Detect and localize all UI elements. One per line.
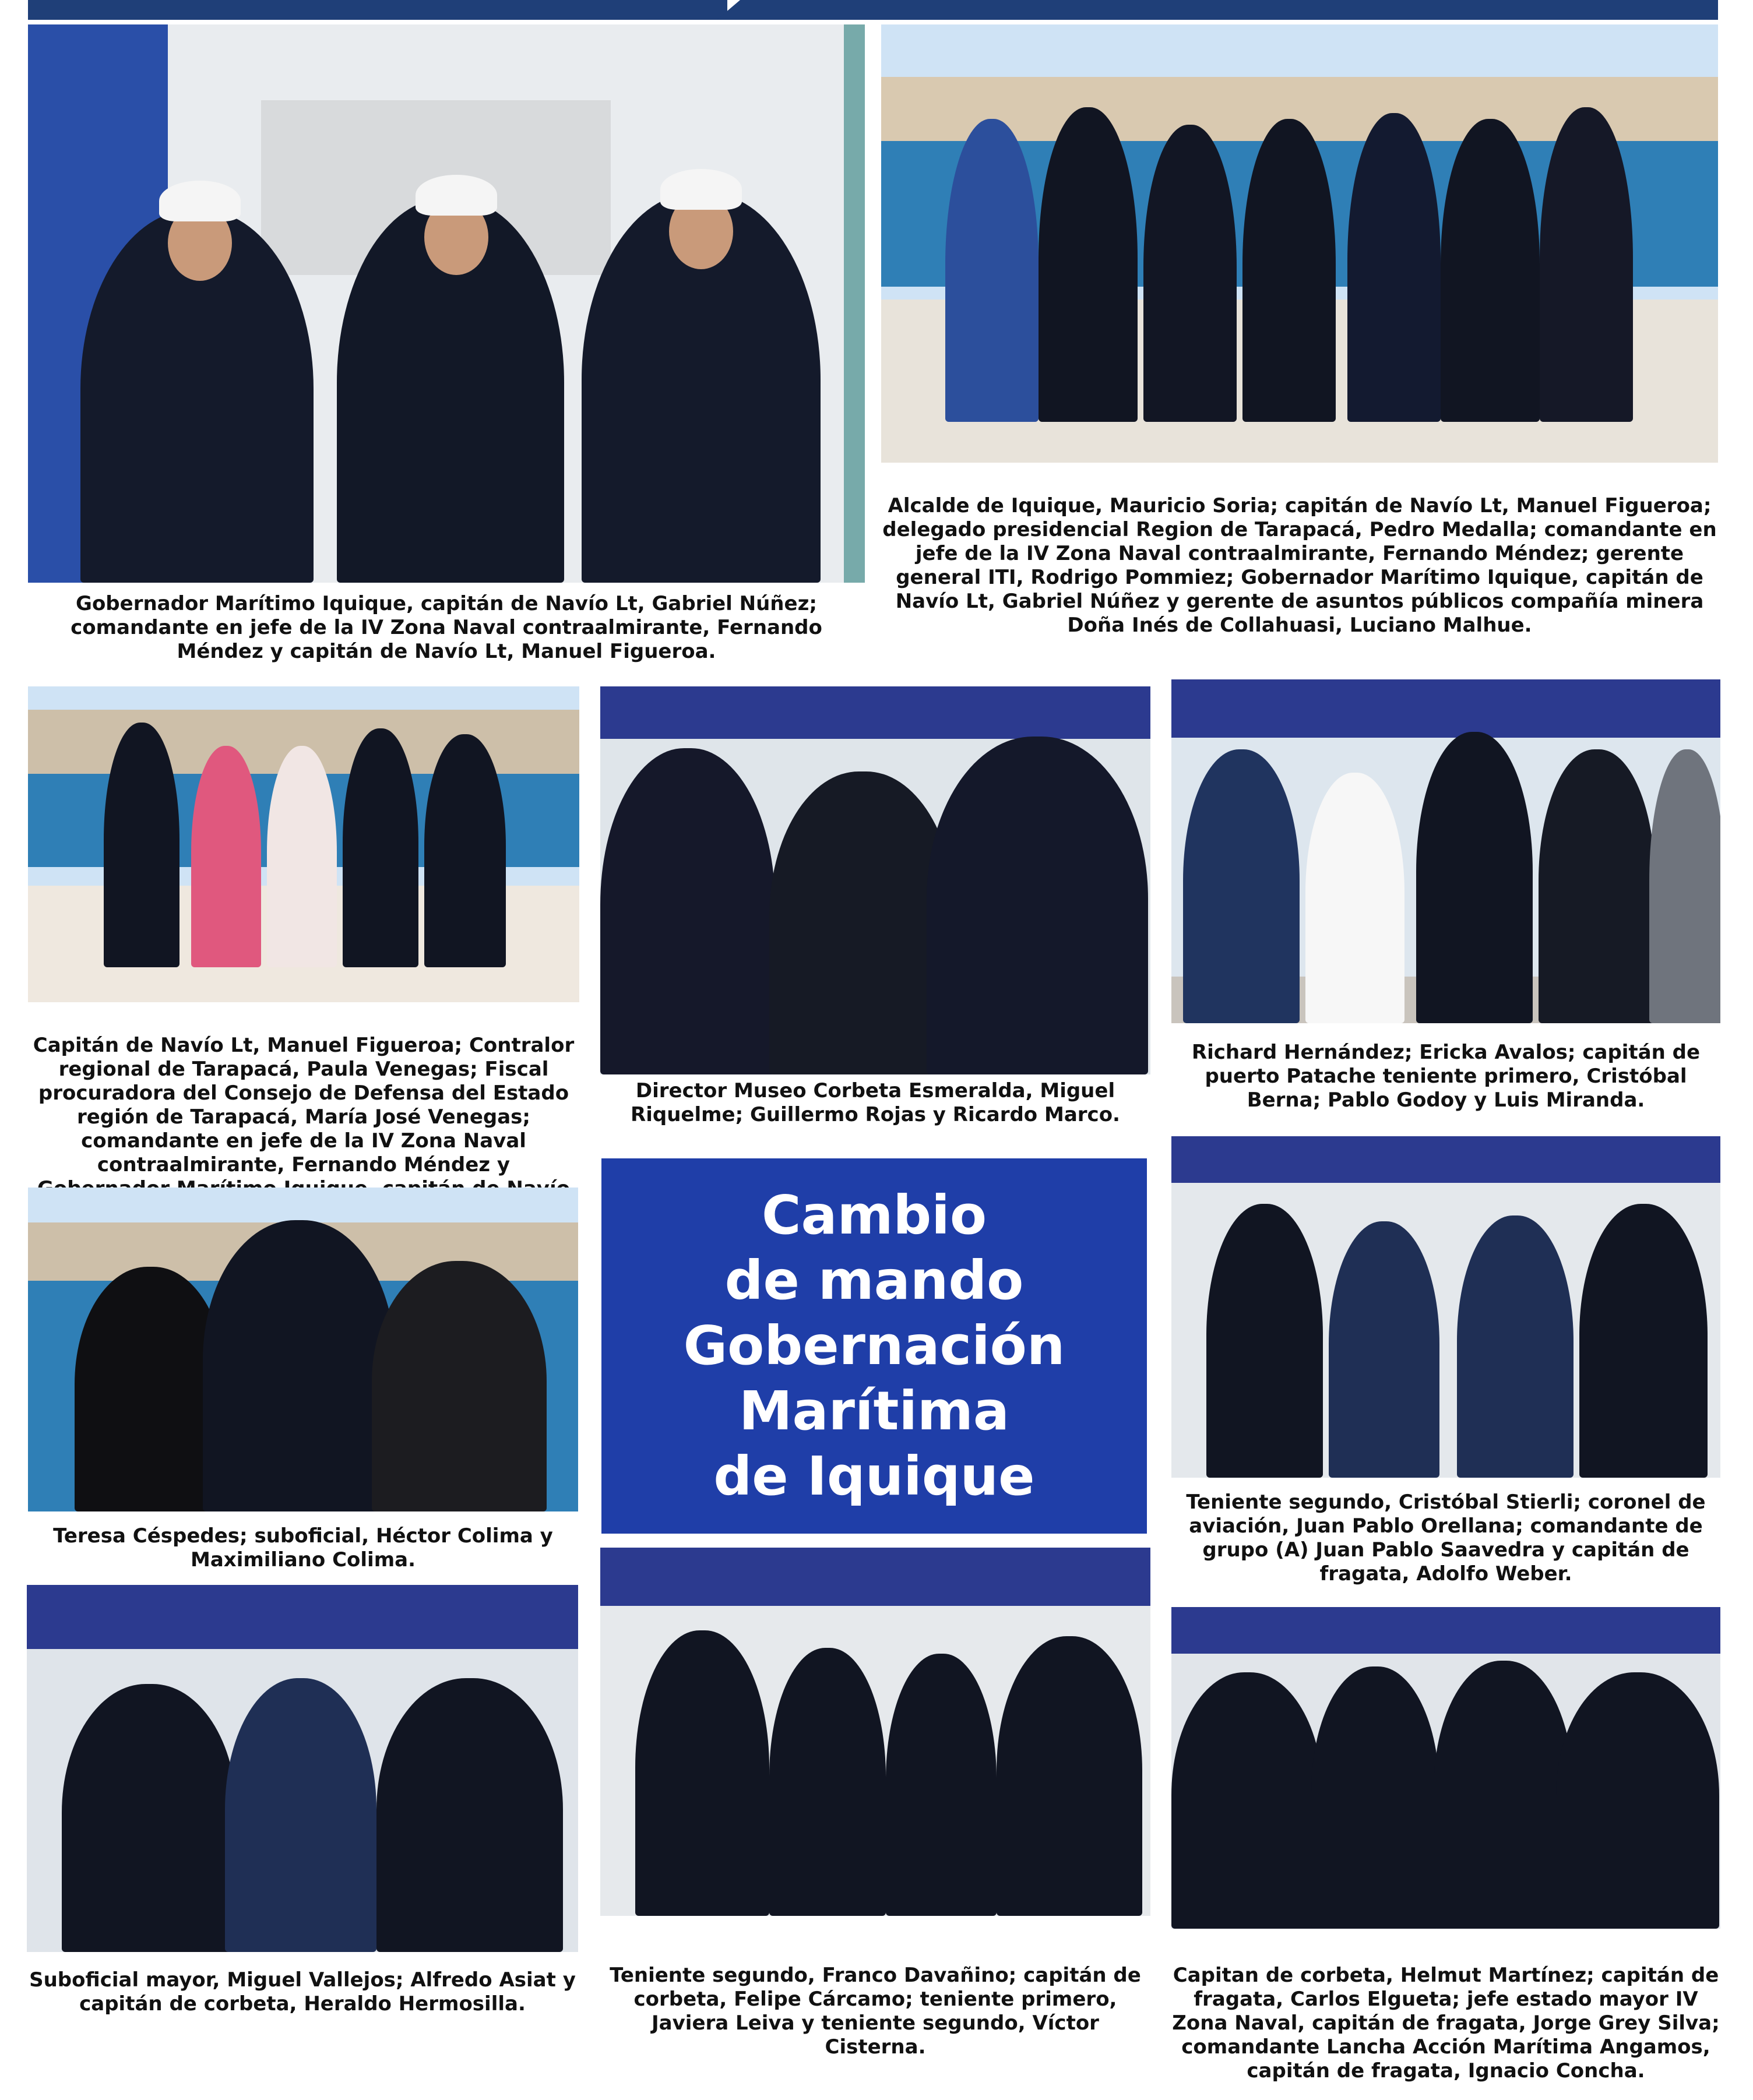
caption-photo-6: Teresa Céspedes; suboficial, Héctor Colima y Maximiliano Colima. bbox=[53, 1524, 553, 1572]
title-line-5: de Iquique bbox=[713, 1445, 1035, 1507]
caption-photo-3: Capitán de Navío Lt, Manuel Figueroa; Contralor regional de Tarapacá, Paula Venegas; Fiscal procuradora del Consejo de Defensa del Estado región de Tarapacá, María José Venegas; comandante en jefe de la IV Zona Naval contraalmirante, Fernando Méndez y bbox=[33, 1034, 575, 1176]
photo-port-captain bbox=[1171, 679, 1720, 1023]
photo-authorities-terrace bbox=[881, 24, 1718, 463]
photo-museum-director bbox=[600, 686, 1150, 1074]
caption-photo-7: Teniente segundo, Cristóbal Stierli; coronel de aviación, Juan Pablo Orellana; comandante de grupo (A) Juan Pablo Saavedra y capitán de fragata, Adolfo Weber. bbox=[1186, 1491, 1706, 1585]
photo-frigate-captains bbox=[1171, 1607, 1720, 1929]
caption-photo-8: Suboficial mayor, Miguel Vallejos; Alfredo Asiat y capitán de corbeta, Heraldo Hermosilla. bbox=[29, 1968, 576, 2016]
caption-photo-5: Richard Hernández; Ericka Avalos; capitán de puerto Patache teniente primero, Cristóbal Berna; Pablo Godoy y Luis Miranda. bbox=[1191, 1041, 1701, 1112]
header-bar-right bbox=[717, 0, 1718, 20]
caption-photo-2: Alcalde de Iquique, Mauricio Soria; capitán de Navío Lt, Manuel Figueroa; delegado presidencial Region de Tarapacá, Pedro Medalla; comandante en jefe de la IV Zona Naval contraalmirante, Fernando Méndez; gerente general ITI, Rodrigo Pommiez; Gobernador Marítimo Iquique, capitán de Navío Lt, Gabriel Núñez y gerente de asuntos públicos compañía minera Doña Inés de Collahuasi, Luciano Malhue. bbox=[882, 494, 1717, 637]
caption-photo-1: Gobernador Marítimo Iquique, capitán de Navío Lt, Gabriel Núñez; comandante en jefe de la IV Zona Naval contraalmirante, Fernando Méndez y capitán de Navío Lt, Manuel Figueroa. bbox=[71, 592, 822, 663]
photo-aviation-officers bbox=[1171, 1136, 1720, 1478]
photo-suboficial-mayor bbox=[27, 1585, 578, 1952]
title-box bbox=[601, 1158, 1147, 1534]
title-line-2: de mando bbox=[724, 1249, 1024, 1312]
photo-officers-ceremony bbox=[28, 24, 865, 583]
caption-photo-4: Director Museo Corbeta Esmeralda, Miguel Riquelme; Guillermo Rojas y Ricardo Marco. bbox=[631, 1079, 1120, 1126]
caption-photo-9: Teniente segundo, Franco Davañino; capitán de corbeta, Felipe Cárcamo; teniente primero, Javiera Leiva y teniente segundo, Víctor Cisterna. bbox=[610, 1964, 1141, 2059]
title-line-1: Cambio bbox=[761, 1184, 987, 1246]
photo-lieutenants bbox=[600, 1548, 1150, 1916]
caption-photo-10: Capitan de corbeta, Helmut Martínez; capitán de fragata, Carlos Elgueta; jefe estado mayor IV Zona Naval, capitán de fragata, Jorge Grey Silva; comandante Lancha Acción Marítima Angamos, capitán de fragata, Ignacio Concha. bbox=[1172, 1964, 1720, 2083]
photo-family-colima bbox=[28, 1188, 578, 1511]
photo-officials-harbor bbox=[28, 686, 579, 1002]
header-bar-left bbox=[28, 0, 727, 20]
title-line-4: Marítima bbox=[739, 1380, 1009, 1442]
title-line-3: Gobernación bbox=[683, 1315, 1065, 1377]
